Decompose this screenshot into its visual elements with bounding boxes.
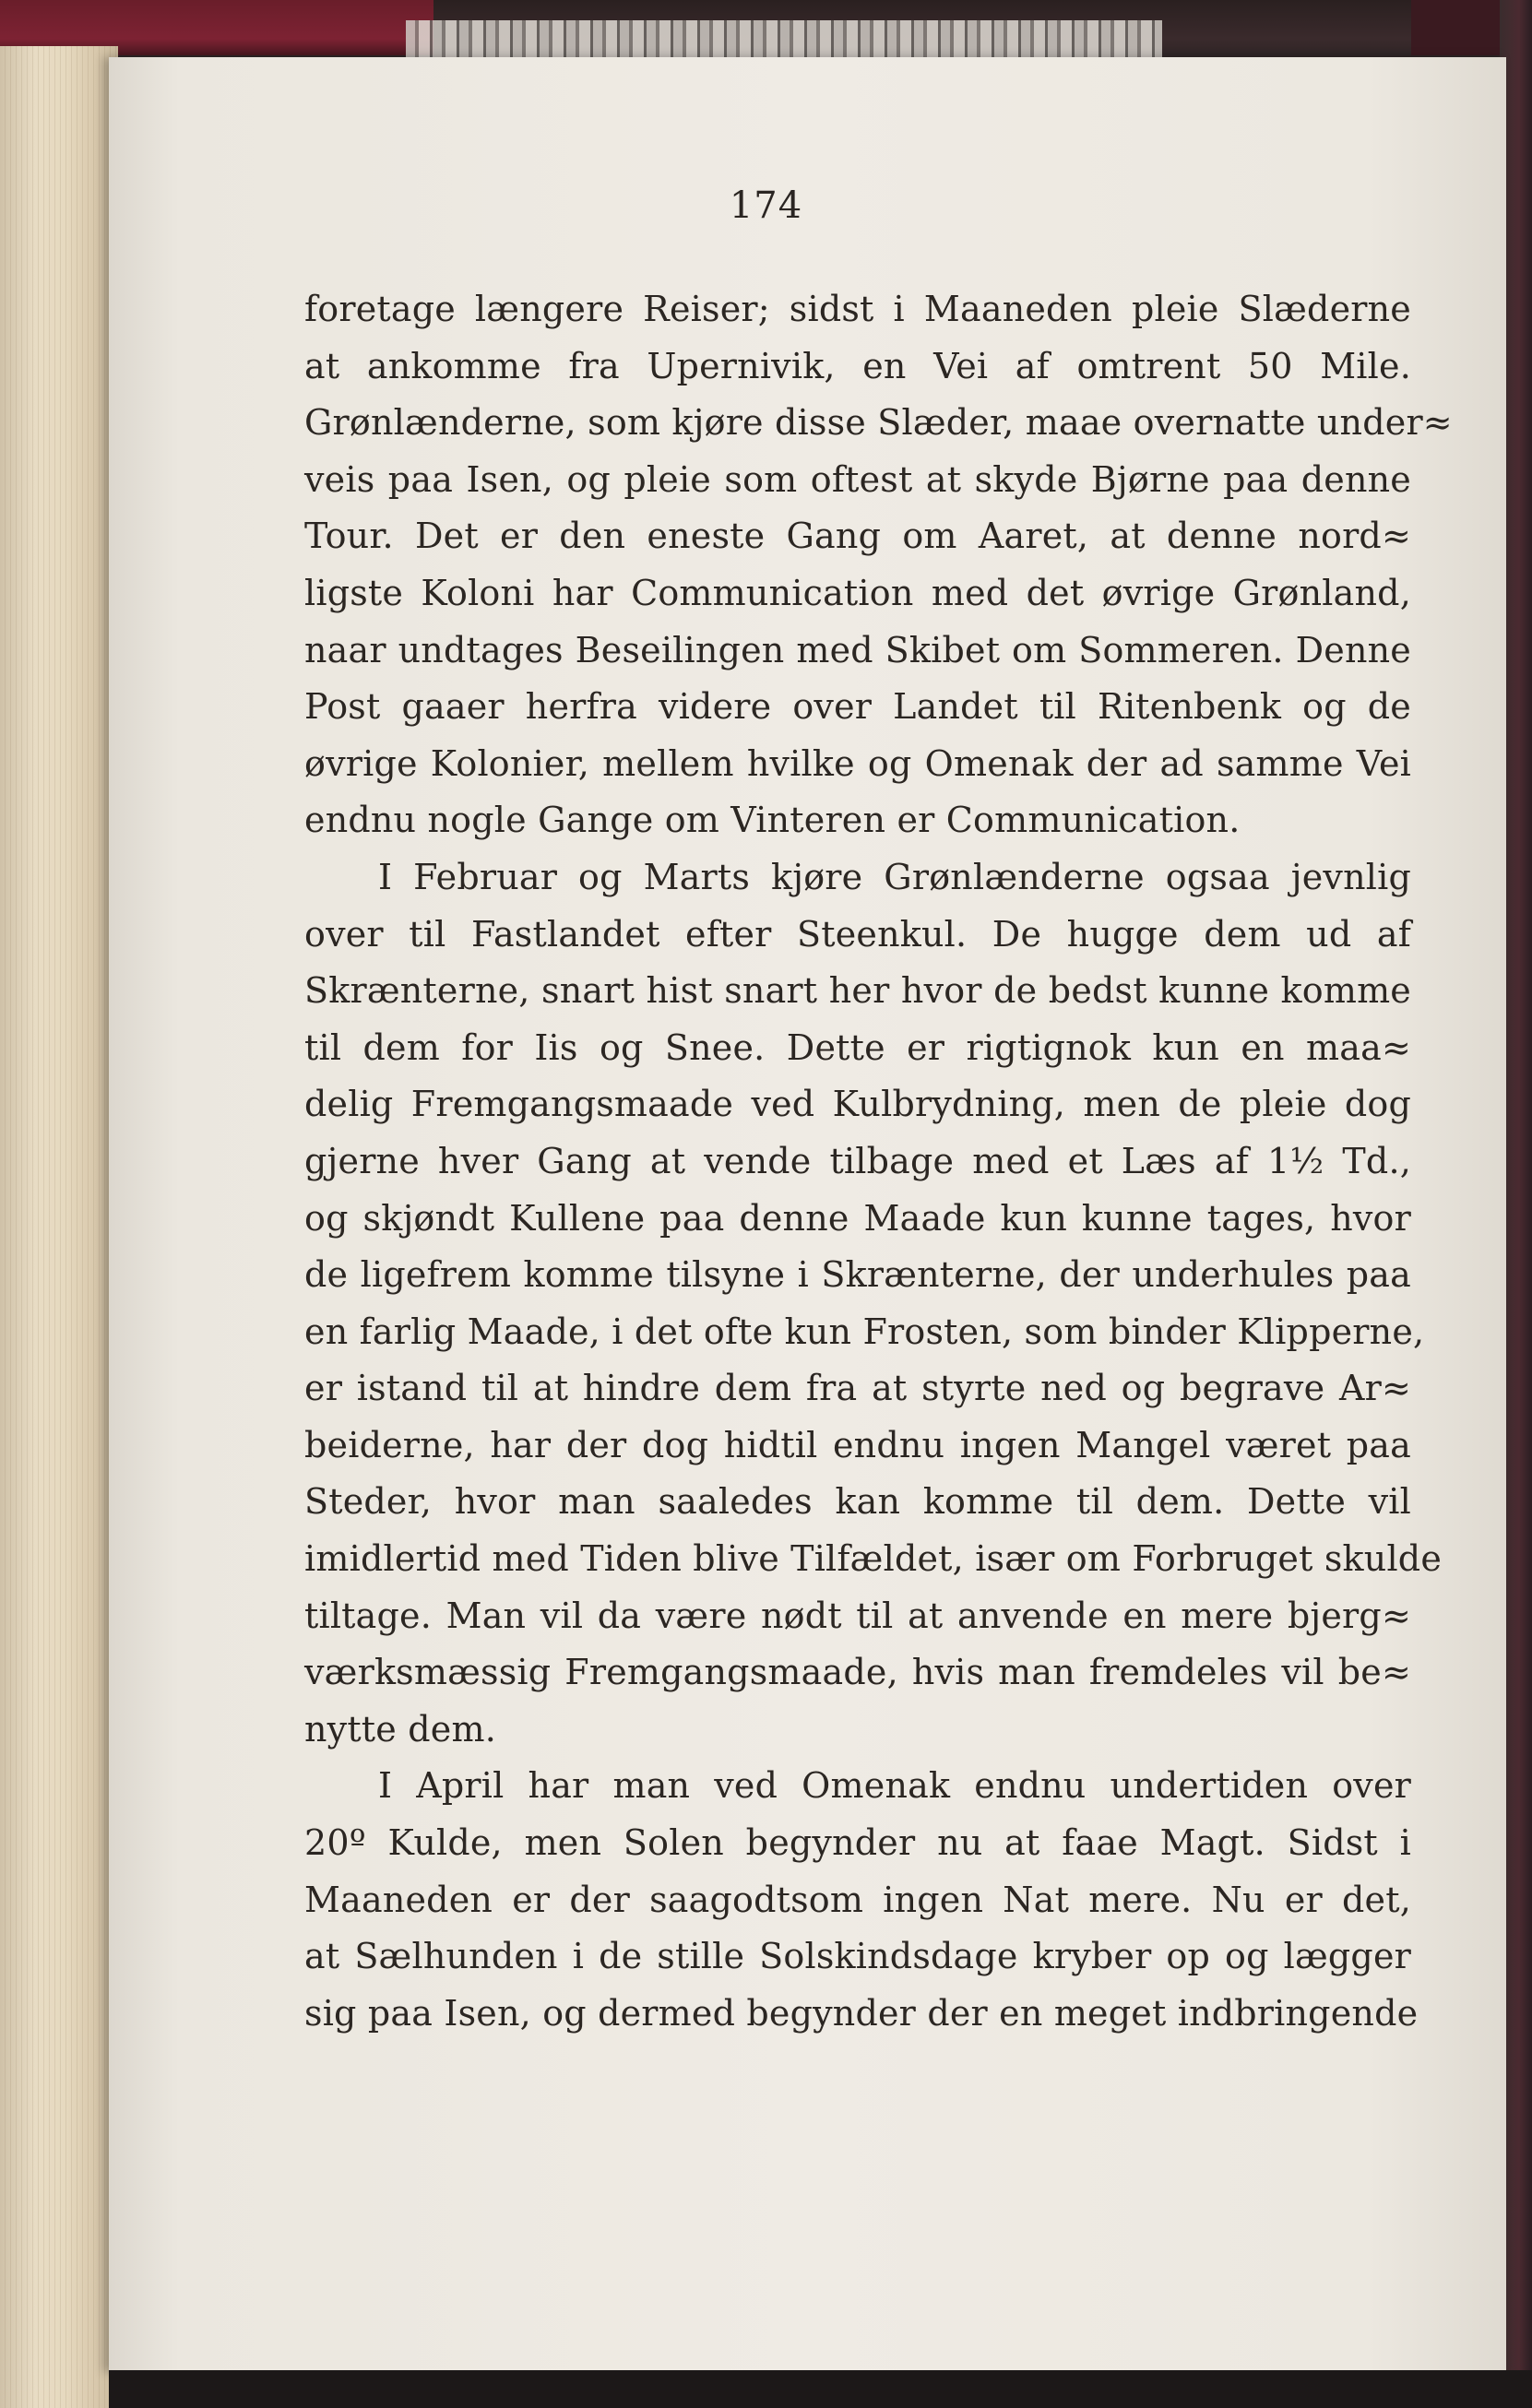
text-line: de ligefrem komme tilsyne i Skrænterne, der underhules paa — [304, 1254, 1411, 1296]
text-line: I April har man ved Omenak endnu undertiden over — [378, 1765, 1411, 1807]
scan-bottom-border — [109, 2370, 1532, 2408]
text-line: nytte dem. — [304, 1708, 496, 1750]
text-line: værksmæssig Fremgangsmaade, hvis man fremdeles vil be≈ — [304, 1652, 1411, 1693]
text-line: Tour. Det er den eneste Gang om Aaret, at denne nord≈ — [304, 516, 1411, 557]
text-line: tiltage. Man vil da være nødt til at anvende en mere bjerg≈ — [304, 1595, 1411, 1636]
text-line: beiderne, har der dog hidtil endnu ingen Mangel været paa — [304, 1424, 1411, 1465]
text-line: foretage længere Reiser; sidst i Maaneden pleie Slæderne — [304, 289, 1411, 329]
text-line: at Sælhunden i de stille Solskindsdage kryber op og lægger — [304, 1936, 1411, 1977]
text-line: endnu nogle Gange om Vinteren er Communication. — [304, 800, 1241, 841]
text-line: Steder, hvor man saaledes kan komme til dem. Dette vil — [304, 1481, 1411, 1523]
text-line: Post gaaer herfra videre over Landet til Ritenbenk og de — [304, 686, 1411, 728]
text-line: til dem for Iis og Snee. Dette er rigtignok kun en maa≈ — [304, 1026, 1411, 1068]
text-line: sig paa Isen, og dermed begynder der en meget indbringende — [304, 1992, 1419, 2034]
text-line: at ankomme fra Upernivik, en Vei af omtrent 50 Mile. — [304, 345, 1411, 386]
text-line: øvrige Kolonier, mellem hvilke og Omenak der ad samme Vei — [304, 742, 1411, 784]
text-line: ligste Koloni har Communication med det øvrige Grønland, — [304, 572, 1411, 613]
text-line: I Februar og Marts kjøre Grønlænderne ogsaa jevnlig — [378, 856, 1411, 897]
text-line: Grønlænderne, som kjøre disse Slæder, maae overnatte under≈ — [304, 402, 1453, 444]
text-line: delig Fremgangsmaade ved Kulbrydning, men de pleie dog — [304, 1084, 1411, 1125]
text-line: 20º Kulde, men Solen begynder nu at faae Magt. Sidst i — [304, 1822, 1411, 1864]
text-line: gjerne hver Gang at vende tilbage med et Læs af 1½ Td., — [304, 1140, 1411, 1181]
text-line: imidlertid med Tiden blive Tilfældet, især om Forbruget skulde — [304, 1538, 1443, 1580]
text-line: Skrænterne, snart hist snart her hvor de bedst kunne komme — [304, 970, 1411, 1012]
text-line: naar undtages Beseilingen med Skibet om Sommeren. Denne — [304, 629, 1411, 670]
text-line: veis paa Isen, og pleie som oftest at skyde Bjørne paa denne — [304, 458, 1411, 500]
page-edge-lines — [0, 46, 118, 2408]
text-line: er istand til at hindre dem fra at styrte ned og begrave Ar≈ — [304, 1368, 1411, 1409]
text-line: over til Fastlandet efter Steenkul. De hugge dem ud af — [304, 913, 1411, 955]
page-number: 174 — [729, 184, 803, 227]
text-line: en farlig Maade, i det ofte kun Frosten, som binder Klipperne, — [304, 1311, 1425, 1352]
page-gutter-stack — [406, 20, 1162, 61]
text-line: Maaneden er der saagodtsom ingen Nat mere. Nu er det, — [304, 1879, 1411, 1920]
text-line: og skjøndt Kullene paa denne Maade kun kunne tages, hvor — [304, 1197, 1411, 1239]
page-body — [304, 281, 1453, 2042]
